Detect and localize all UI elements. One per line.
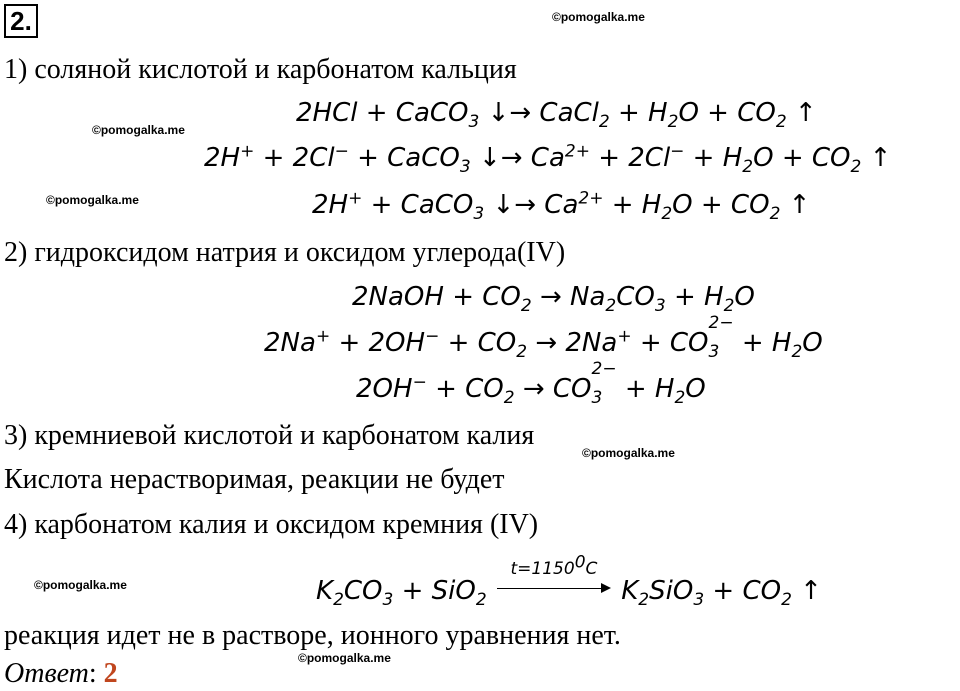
answer-label: Ответ xyxy=(4,658,89,689)
section-3-note: Кислота нерастворимая, реакции не будет xyxy=(4,464,505,495)
watermark: ©pomogalka.me xyxy=(92,123,185,137)
watermark: ©pomogalka.me xyxy=(552,10,645,24)
equation-4-1: $K_2CO_3 + SiO_2$ $t=1150^0C$ $K_2SiO_3 + CO_2$ ↑ xyxy=(316,552,822,611)
reaction-condition: $t=1150^0C$ xyxy=(510,552,598,579)
section-2-heading: 2) гидроксидом натрия и оксидом углерода(IV) xyxy=(4,237,566,268)
answer xyxy=(4,658,118,690)
reaction-arrow xyxy=(495,552,613,599)
section-1-heading: 1) соляной кислотой и карбонатом кальция xyxy=(4,54,517,85)
watermark: ©pomogalka.me xyxy=(298,651,391,665)
watermark: ©pomogalka.me xyxy=(46,193,139,207)
equation-1-2: 2H+ + 2Cl− + CaCO$_3$ ↓→ $Ca^{2+} + 2Cl^- + H_2O + CO_2$ ↑ xyxy=(204,141,892,178)
section-3-heading: 3) кремниевой кислотой и карбонатом калия xyxy=(4,420,535,451)
task-number: 2. xyxy=(4,4,38,38)
section-4-heading: 4) карбонатом калия и оксидом кремния (IV) xyxy=(4,509,539,540)
answer-value: 2 xyxy=(103,658,118,689)
watermark: ©pomogalka.me xyxy=(34,578,127,592)
equation-2-1: 2NaOH + $CO_2 \to Na_2CO_3 + H_2O$ xyxy=(352,282,755,317)
equation-1-1: 2HCl + CaCO$_3$ ↓→ CaCl$_2$ + $H_2O + CO_2$ ↑ xyxy=(296,98,817,133)
equation-1-3: 2H+ + CaCO$_3$ ↓→ $Ca^{2+} + H_2O + CO_2$ ↑ xyxy=(312,188,811,225)
equation-2-2: $2Na^+ + 2OH^- + CO_2 \to 2Na^+$ + CO 2− 3 + $H_2O$ xyxy=(264,313,823,363)
equation-2-3: $2OH^- + CO_2$ → CO 2− 3 + $H_2O$ xyxy=(356,359,706,409)
watermark: ©pomogalka.me xyxy=(582,446,675,460)
section-4-note: реакция идет не в растворе, ионного уравнения нет. xyxy=(4,620,621,651)
answer-colon: : xyxy=(88,658,104,689)
